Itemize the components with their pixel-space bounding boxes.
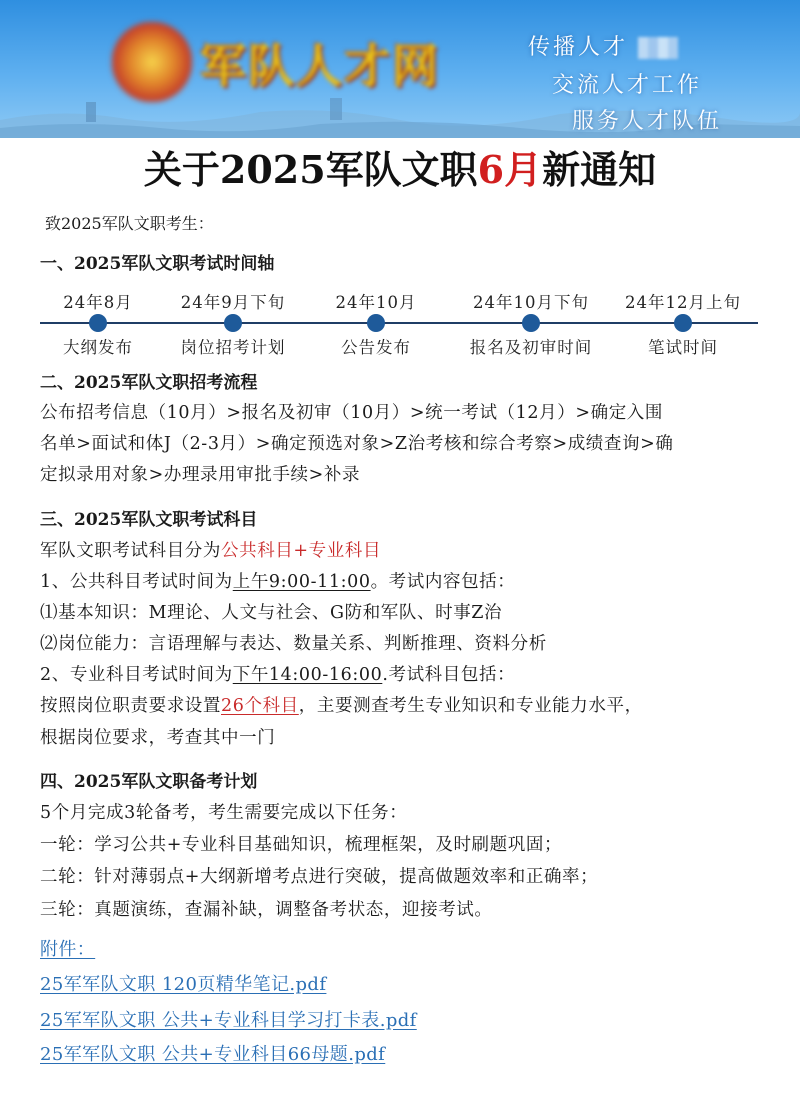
plan-round-2: 二轮：针对薄弱点+大纲新增考点进行突破，提高做题效率和正确率； <box>40 867 599 887</box>
timeline-node <box>674 314 692 332</box>
timeline-node <box>367 314 385 332</box>
subject-detail-2: 根据岗位要求，考查其中一门 <box>40 728 276 748</box>
subject-detail: 按照岗位职责要求设置26个科目，主要测查考生专业知识和专业能力水平， <box>40 696 643 716</box>
section1-heading: 一、2025军队文职考试时间轴 <box>40 254 275 274</box>
timeline-label: 大纲发布 <box>63 338 133 357</box>
pixelated-mask <box>638 37 678 59</box>
section2-heading: 二、2025军队文职招考流程 <box>40 373 258 393</box>
page-title: 关于2025军队文职6月新通知 <box>143 147 657 192</box>
greeting: 致2025军队文职考生： <box>45 214 214 233</box>
timeline-label: 公告发布 <box>341 338 411 357</box>
process-line: 公布招考信息（10月）>报名及初审（10月）>统一考试（12月）>确定入围 <box>40 403 663 423</box>
plan-intro: 5个月完成3轮备考，考生需要完成以下任务： <box>40 803 408 823</box>
plan-round-1: 一轮：学习公共+专业科目基础知识，梳理框架，及时刷题巩固； <box>40 835 563 855</box>
timeline-node <box>224 314 242 332</box>
process-line: 定拟录用对象>办理录用审批手续>补录 <box>40 465 361 485</box>
logo-emblem-icon <box>112 22 192 102</box>
job-ability: ⑵岗位能力：言语理解与表达、数量关系、判断推理、资料分析 <box>40 634 547 654</box>
plan-round-3: 三轮：真题演练，查漏补缺，调整备考状态，迎接考试。 <box>40 900 493 920</box>
timeline-date: 24年12月上旬 <box>625 293 741 312</box>
attachment-link[interactable]: 25军军队文职 公共+专业科目学习打卡表.pdf <box>40 1010 417 1031</box>
site-logo: 军队人才网 <box>200 39 440 93</box>
timeline-date: 24年10月下旬 <box>473 293 589 312</box>
timeline-label: 报名及初审时间 <box>469 338 593 357</box>
attachment-link[interactable]: 25军军队文职 公共+专业科目66母题.pdf <box>40 1044 386 1065</box>
attachment-link[interactable]: 25军军队文职 120页精华笔记.pdf <box>40 974 327 995</box>
timeline-date: 24年9月下旬 <box>180 293 286 312</box>
process-line: 名单>面试和体J（2-3月）>确定预选对象>Z治考核和综合考察>成绩查询>确 <box>40 434 674 454</box>
subjects-intro: 军队文职考试科目分为公共科目+专业科目 <box>40 541 382 561</box>
slogan-2: 交流人才工作 <box>552 73 703 98</box>
timeline-label: 笔试时间 <box>648 338 718 357</box>
section4-heading: 四、2025军队文职备考计划 <box>40 772 258 792</box>
timeline-label: 岗位招考计划 <box>180 338 286 357</box>
timeline-node <box>522 314 540 332</box>
timeline-node <box>89 314 107 332</box>
basic-knowledge: ⑴基本知识：M理论、人文与社会、G防和军队、时事Z治 <box>40 603 503 623</box>
header-banner <box>0 0 800 138</box>
public-subject-time: 1、公共科目考试时间为上午9:00-11:00。考试内容包括： <box>40 572 516 592</box>
section3-heading: 三、2025军队文职考试科目 <box>40 510 258 530</box>
timeline-date: 24年8月 <box>63 293 133 312</box>
slogan-1: 传播人才 <box>528 30 678 61</box>
attachments-title: 附件： <box>40 939 96 960</box>
timeline-date: 24年10月 <box>335 293 417 312</box>
timeline-axis <box>40 322 758 324</box>
slogan-3: 服务人才队伍 <box>572 109 723 134</box>
professional-subject-time: 2、专业科目考试时间为下午14:00-16:00.考试科目包括： <box>40 665 516 685</box>
